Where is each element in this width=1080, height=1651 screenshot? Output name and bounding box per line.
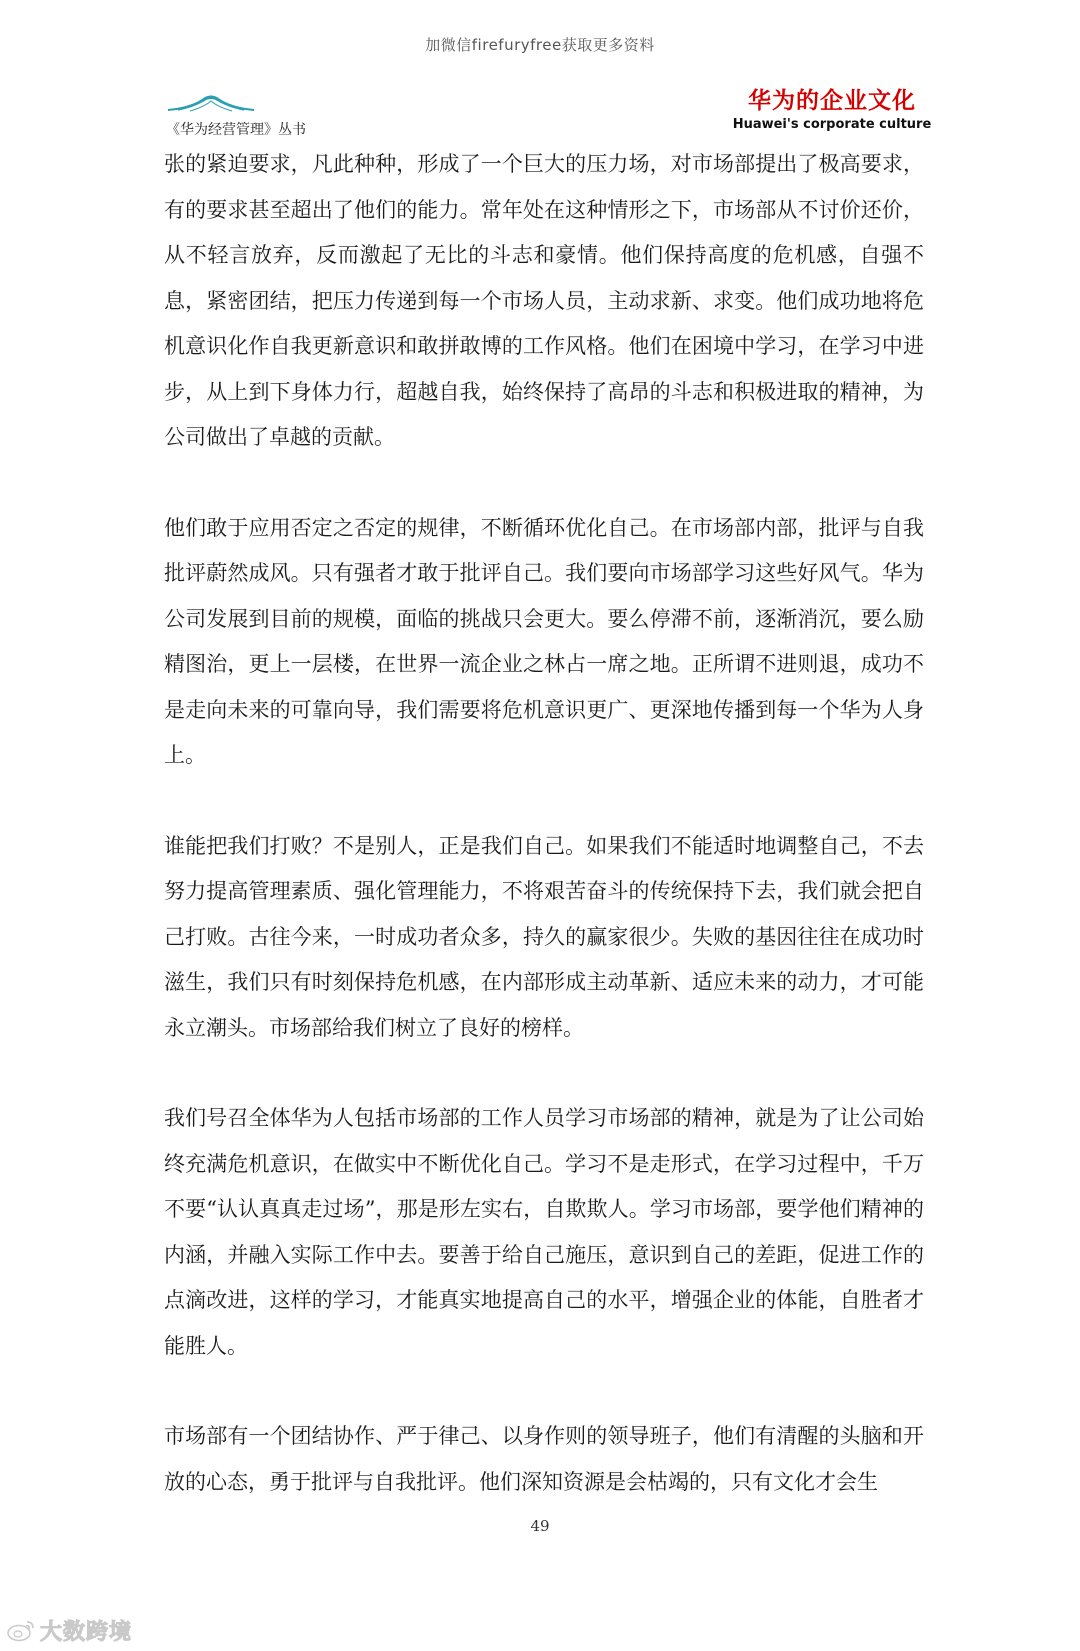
watermark-text: 大数跨境	[40, 1619, 133, 1645]
series-header	[166, 90, 366, 140]
paragraph: 我们号召全体华为人包括市场部的工作人员学习市场部的精神，就是为了让公司始终充满危机意识，在做实中不断优化自己。学习不是走形式，在学习过程中，千万不要“认认真真走过场”，那是形左实右，自欺欺人。学习市场部，要学他们精神的内涵，并融入实际工作中去。要善于给自己施压，意识到自己的差距，促进工作的点滴改进，这样的学习，才能真实地提高自己的水平，增强企业的体能，自胜者才能胜人。	[164, 1106, 924, 1358]
brand-title: 华为的企业文化	[748, 88, 916, 114]
mountain-wave-logo-icon	[168, 90, 254, 112]
page-number: 49	[530, 1517, 550, 1535]
brand-subtitle: Huawei's corporate culture	[732, 117, 932, 132]
paragraph: 张的紧迫要求，凡此种种，形成了一个巨大的压力场，对市场部提出了极高要求，有的要求甚至超出了他们的能力。常年处在这种情形之下，市场部从不讨价还价，从不轻言放弃，反而激起了无比的斗志和豪情。他们保持高度的危机感，自强不息，紧密团结，把压力传递到每一个市场人员，主动求新、求变。他们成功地将危机意识化作自我更新意识和敢拼敢博的工作风格。他们在困境中学习，在学习中进步，从上到下身体力行，超越自我，始终保持了高昂的斗志和积极进取的精神，为公司做出了卓越的贡献。	[164, 152, 924, 449]
body-text	[164, 142, 924, 1505]
paragraph: 他们敢于应用否定之否定的规律，不断循环优化自己。在市场部内部，批评与自我批评蔚然成风。只有强者才敢于批评自己。我们要向市场部学习这些好风气。华为公司发展到目前的规模，面临的挑战只会更大。要么停滞不前，逐渐消沉，要么励精图治，更上一层楼，在世界一流企业之林占一席之地。正所谓不进则退，成功不是走向未来的可靠向导，我们需要将危机意识更广、更深地传播到每一个华为人身上。	[164, 515, 924, 767]
top-note: 加微信firefuryfree获取更多资料	[425, 36, 655, 54]
watermark	[6, 1616, 132, 1644]
paragraph: 市场部有一个团结协作、严于律己、以身作则的领导班子，他们有清醒的头脑和开放的心态，勇于批评与自我批评。他们深知资源是会枯竭的，只有文化才会生	[164, 1424, 924, 1494]
brand-block	[722, 86, 942, 134]
weibo-icon	[6, 1618, 36, 1642]
paragraph: 谁能把我们打败？不是别人，正是我们自己。如果我们不能适时地调整自己，不去努力提高管理素质、强化管理能力，不将艰苦奋斗的传统保持下去，我们就会把自己打败。古往今来，一时成功者众多，持久的赢家很少。失败的基因往往在成功时滋生，我们只有时刻保持危机感，在内部形成主动革新、适应未来的动力，才可能永立潮头。市场部给我们树立了良好的榜样。	[164, 833, 924, 1040]
series-title: 《华为经营管理》丛书	[166, 122, 306, 138]
